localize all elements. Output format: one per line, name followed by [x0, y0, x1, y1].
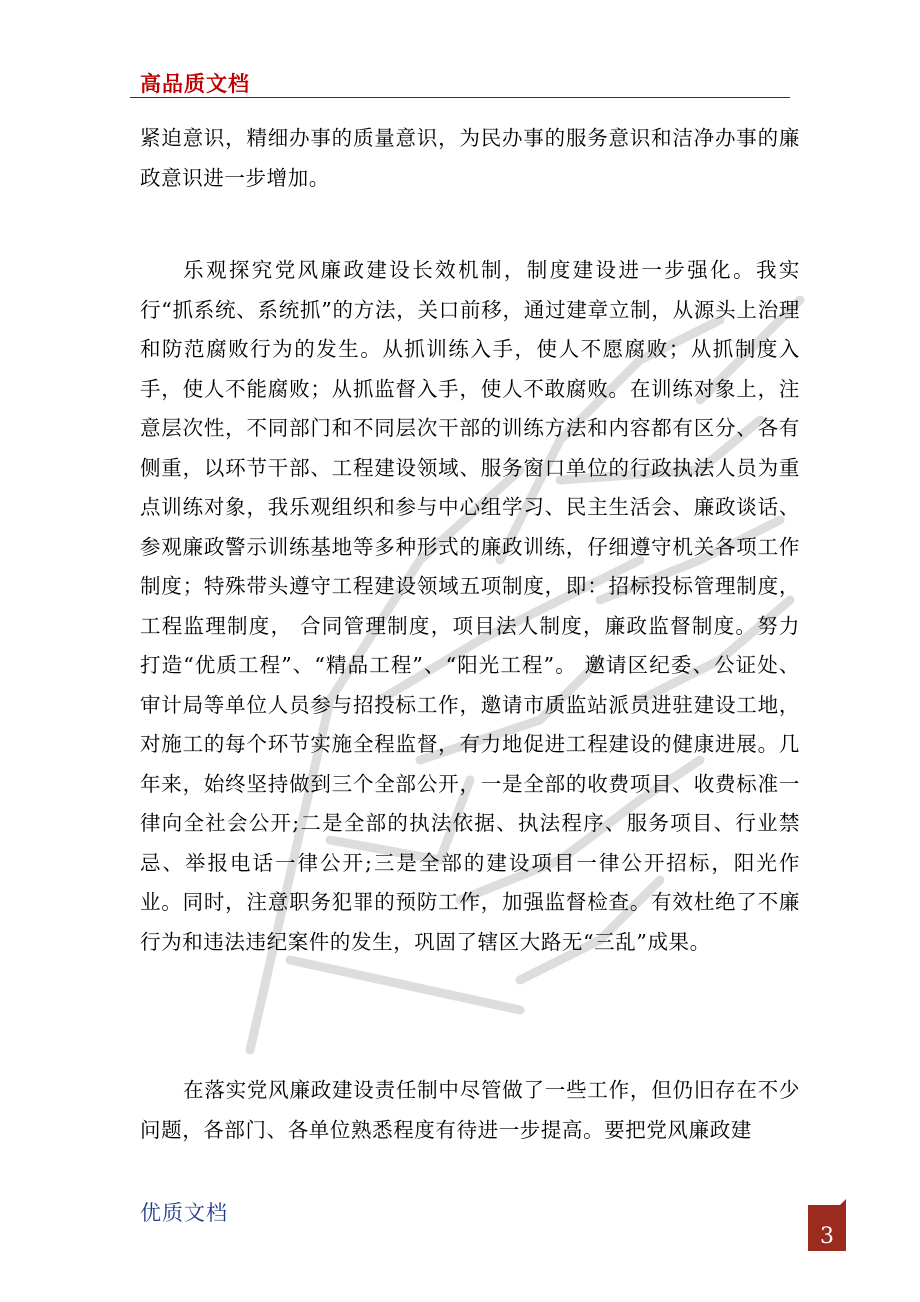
body-paragraph-1: 紧迫意识，精细办事的质量意识，为民办事的服务意识和洁净办事的廉政意识进一步增加。	[140, 126, 800, 190]
footer-title: 优质文档	[140, 1201, 228, 1225]
page-number: 3	[820, 1224, 834, 1249]
header-title: 高品质文档	[140, 72, 250, 96]
body-paragraph-2: 乐观探究党风廉政建设长效机制，制度建设进一步强化。我实行“抓系统、系统抓”的方法，关口前移，通过建章立制，从源头上治理和防范腐败行为的发生。从抓训练入手，使人不愿腐败；从抓制度入手，使人不能腐败；从抓监督入手，使人不敢腐败。在训练对象上，注意层次性，不同部门和不同层次干部的训练方法和内容都有区分、各有侧重，以环节干部、工程建设领域、服务窗口单位的行政执法人员为重点训练对象，我乐观组织和参与中心组学习、民主生活会、廉政谈话、参观廉政警示训练基地等多种形式的廉政训练，仔细遵守机关各项工作制度；特殊带头遵守工程建设领域五项制度，即：招标投标管理制度，工程监理制度， 合同管理制度，项目法人制度，廉政监督制度。努力打造“优质工程”、“精品工程”、“阳光工程”。 邀请区纪委、公证处、审计局等单位人员参与招投标工作，邀请市质监站派员进驻建设工地，对施工的每个环节实施全程监督，有力地促进工程建设的健康进展。几年来，始终坚持做到三个全部公开，一是全部的收费项目、收费标准一律向全社会公开;二是全部的执法依据、执法程序、服务项目、行业禁忌、举报电话一律公开;三是全部的建设项目一律公开招标，阳光作业。同时，注意职务犯罪的预防工作，加强监督检查。有效杜绝了不廉行为和违法违纪案件的发生，巩固了辖区大路无“三乱”成果。	[140, 258, 800, 954]
page-number-badge	[808, 1205, 846, 1251]
body-paragraph-3: 在落实党风廉政建设责任制中尽管做了一些工作，但仍旧存在不少问题，各部门、各单位熟悉程度有待进一步提高。要把党风廉政建	[140, 1078, 800, 1142]
header-divider	[130, 97, 790, 98]
